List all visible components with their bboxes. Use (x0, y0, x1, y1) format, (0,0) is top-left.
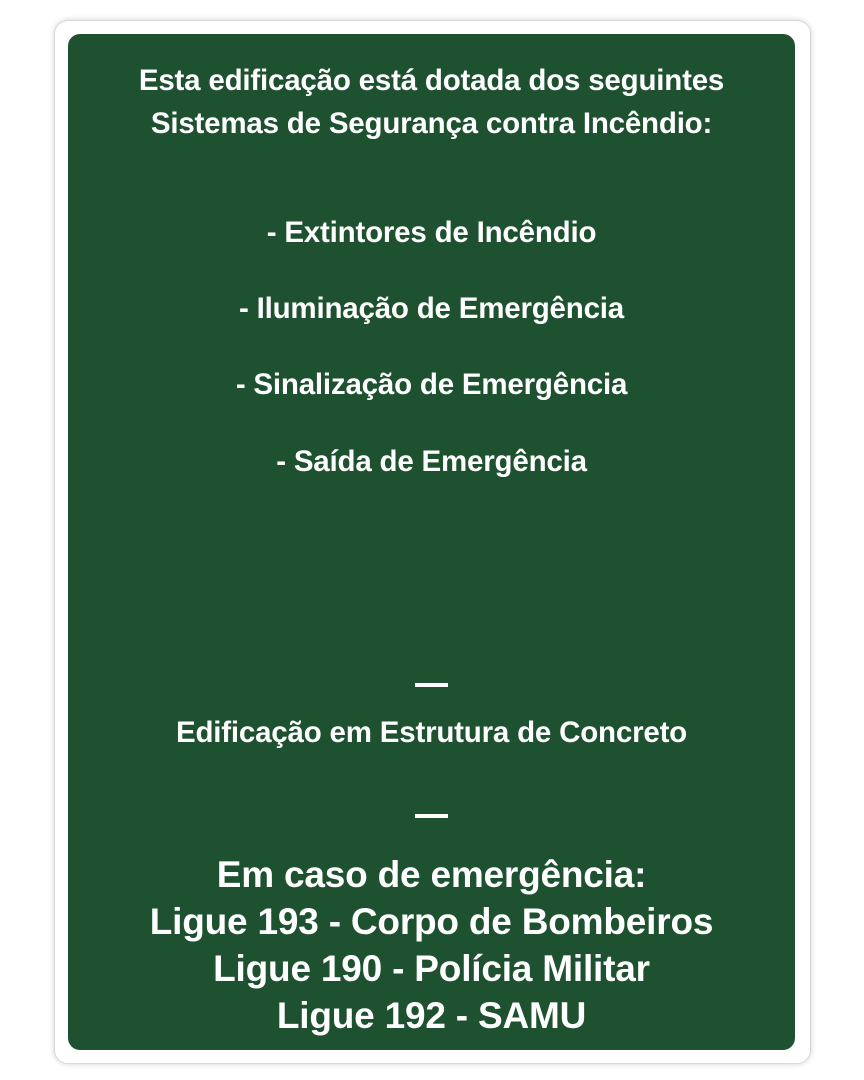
divider-dash-2 (415, 814, 448, 818)
intro-line-2: Sistemas de Segurança contra Incêndio: (150, 107, 713, 140)
emergency-heading: Em caso de emergência: (216, 854, 647, 895)
system-item-emergency-exit: - Saída de Emergência (276, 445, 587, 478)
divider-dash-1 (415, 683, 448, 687)
emergency-line-fire-department: Ligue 193 - Corpo de Bombeiros (149, 901, 714, 942)
system-item-emergency-lighting: - Iluminação de Emergência (239, 292, 624, 325)
structure-note: Edificação em Estrutura de Concreto (175, 716, 688, 749)
emergency-line-samu: Ligue 192 - SAMU (276, 995, 587, 1036)
intro-line-1: Esta edificação está dotada dos seguintes (138, 64, 725, 97)
system-item-emergency-signage: - Sinalização de Emergência (235, 368, 628, 401)
system-item-extinguishers: - Extintores de Incêndio (266, 216, 597, 249)
fire-safety-sign (68, 34, 795, 1050)
emergency-line-military-police: Ligue 190 - Polícia Militar (213, 948, 650, 989)
